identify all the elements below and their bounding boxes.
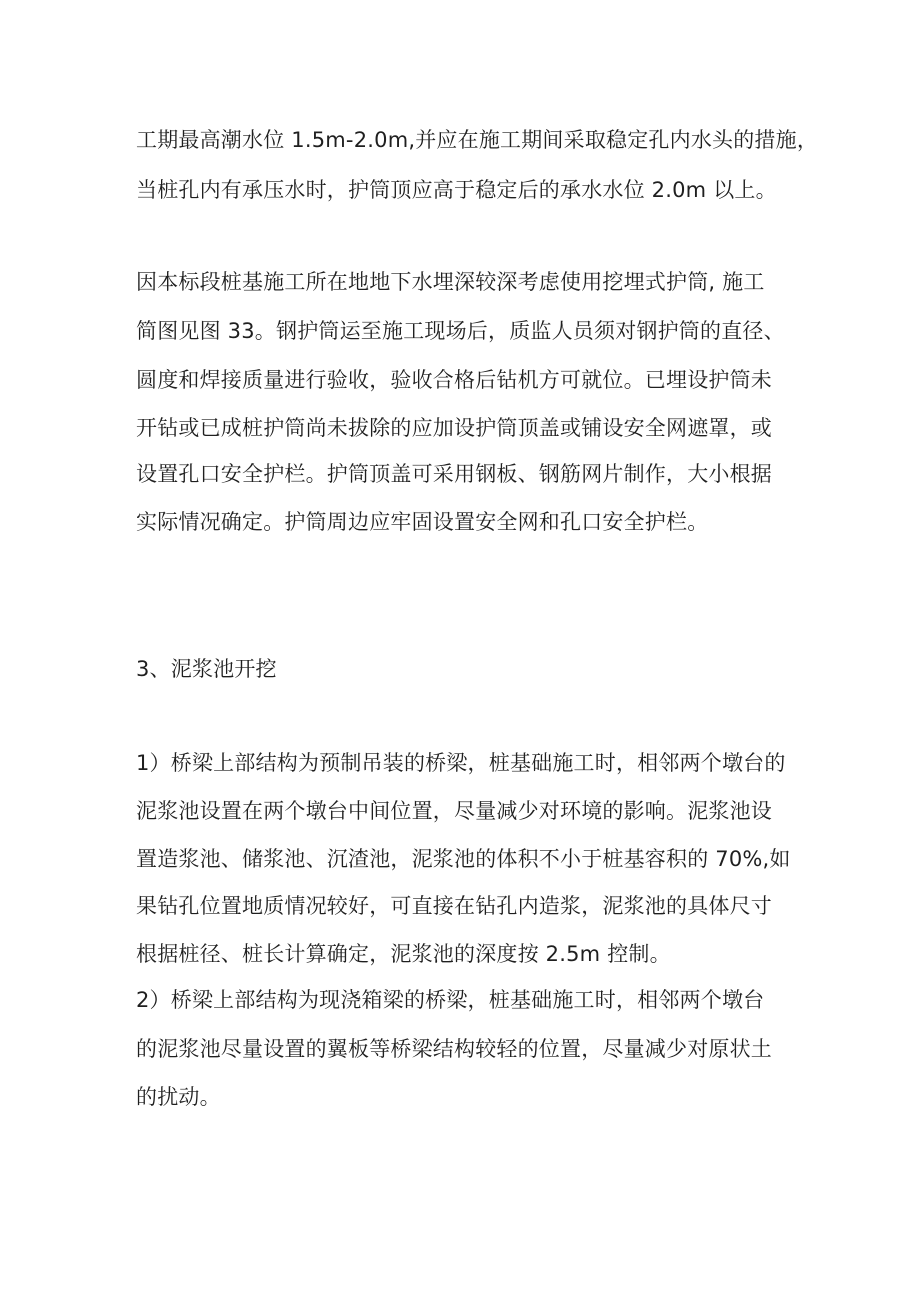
- paragraph-2-line-6: 实际情况确定。护筒周边应牢固设置安全网和孔口安全护栏。: [136, 510, 709, 534]
- paragraph-3-line-5: 根据桩径、桩长计算确定，泥浆池的深度按 2.5m 控制。: [136, 942, 671, 966]
- paragraph-2-line-1: 因本标段桩基施工所在地地下水埋深较深考虑使用挖埋式护筒, 施工: [136, 270, 765, 294]
- paragraph-2-line-4: 开钻或已成桩护筒尚未拔除的应加设护筒顶盖或铺设安全网遮罩，或: [136, 416, 772, 440]
- paragraph-1-line-2: 当桩孔内有承压水时，护筒顶应高于稳定后的承水水位 2.0m 以上。: [136, 178, 777, 202]
- paragraph-2-line-2: 简图见图 33。钢护筒运至施工现场后，质监人员须对钢护筒的直径、: [136, 319, 785, 343]
- paragraph-3-line-2: 泥浆池设置在两个墩台中间位置，尽量减少对环境的影响。泥浆池设: [136, 799, 772, 823]
- paragraph-3-line-4: 果钻孔位置地质情况较好，可直接在钻孔内造浆，泥浆池的具体尺寸: [136, 894, 772, 918]
- paragraph-4-line-2: 的泥浆池尽量设置的翼板等桥梁结构较轻的位置，尽量减少对原状土: [136, 1037, 772, 1061]
- paragraph-2-line-5: 设置孔口安全护栏。护筒顶盖可采用钢板、钢筋网片制作，大小根据: [136, 462, 772, 486]
- paragraph-3-line-3: 置造浆池、储浆池、沉渣池，泥浆池的体积不小于桩基容积的 70%,如: [136, 847, 791, 871]
- paragraph-3-line-1: 1）桥梁上部结构为预制吊装的桥梁，桩基础施工时，相邻两个墩台的: [136, 751, 786, 775]
- section-heading: 3、泥浆池开挖: [136, 657, 277, 681]
- paragraph-4-line-1: 2）桥梁上部结构为现浇箱梁的桥梁，桩基础施工时，相邻两个墩台: [136, 988, 765, 1012]
- paragraph-4-line-3: 的扰动。: [136, 1085, 221, 1109]
- paragraph-2-line-3: 圆度和焊接质量进行验收，验收合格后钻机方可就位。已埋设护筒未: [136, 368, 772, 392]
- paragraph-1-line-1: 工期最高潮水位 1.5m-2.0m,并应在施工期间采取稳定孔内水头的措施，: [136, 128, 819, 152]
